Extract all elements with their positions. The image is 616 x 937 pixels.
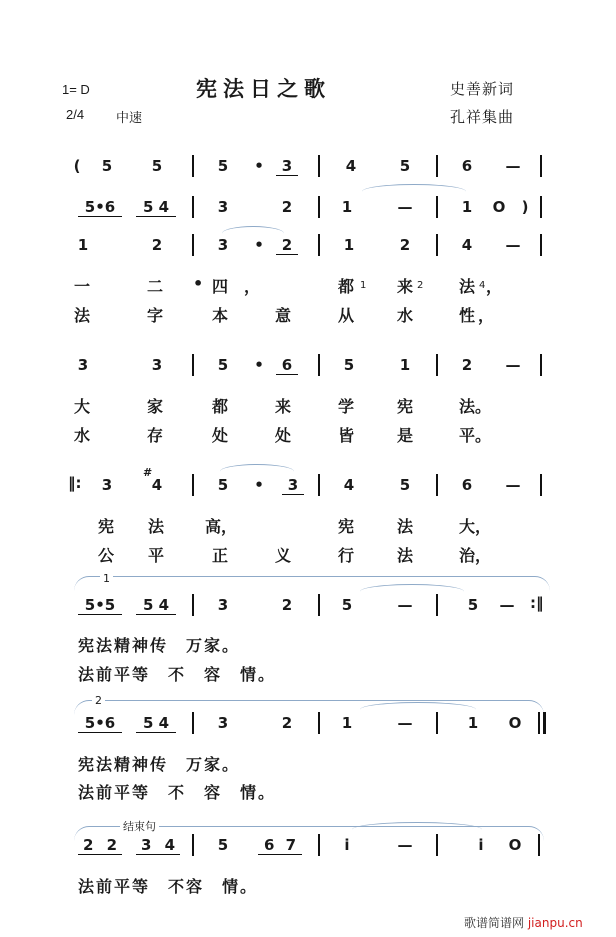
barline [540,354,542,376]
note: 2 [461,356,473,374]
watermark-url: jianpu.cn [527,916,583,930]
barline [318,712,320,734]
dash: — [397,596,413,614]
barline [192,834,194,856]
barline [318,234,320,256]
dash: — [499,596,515,614]
lyric: 是 [397,426,414,445]
watermark-text: 歌谱简谱网 [464,916,525,930]
rest: O [508,836,522,854]
barline [318,594,320,616]
lyric: 大 [74,397,91,416]
note: 5 [217,157,229,175]
repeat-start: ‖: [68,474,82,492]
note: 2 [281,198,293,216]
note: 1 [341,198,353,216]
lyric: 处 [275,426,292,445]
note-group: 5•5 [78,596,122,615]
open-paren: ( [73,157,81,175]
lyric: 家 [147,397,164,416]
note: 3 [101,476,113,494]
lyric: 法。 [459,397,492,416]
lyric: 处 [212,426,229,445]
note: 1 [77,236,89,254]
note: 3 [282,476,304,495]
note: 4 [151,476,163,494]
note: 4 [343,476,355,494]
lyric: ， [486,277,503,296]
lyric: 本 [212,306,229,325]
lyric: 平。 [459,426,492,445]
lyric: 从 [338,306,355,325]
lyric: 皆 [338,426,355,445]
lyric-line: 宪法精神传 万家。 [78,636,241,655]
tempo-marking: 中速 [116,110,143,125]
note: 5 [151,157,163,175]
note: 5 [217,356,229,374]
sharp-sign: # [143,466,153,479]
tie-arc [360,702,476,717]
note: 1 [343,236,355,254]
barline [436,196,438,218]
note: 3 [217,596,229,614]
lyricist-credit: 史善新词 [450,80,515,98]
note: 3 [217,714,229,732]
lyric: 大， [459,517,492,536]
note: 5 [217,476,229,494]
note: 2 [281,714,293,732]
dot: • [254,236,264,254]
lyric-subscript: 4 [479,280,486,291]
note: 4 [461,236,473,254]
barline [192,354,194,376]
watermark [464,914,583,931]
lyric: 宪 [98,517,115,536]
lyric: 公 [98,546,115,565]
note: 5 [101,157,113,175]
barline [540,155,542,177]
lyric: 一 [74,277,91,296]
barline [436,712,438,734]
lyric: 都 [212,397,229,416]
lyric: 义 [275,546,292,565]
lyric: 正 [212,546,229,565]
note: 2 [281,596,293,614]
lyric: 法 [397,546,414,565]
barline [318,155,320,177]
note-high: i [478,836,484,854]
lyric: • [193,274,204,293]
lyric: ， [478,306,495,325]
lyric: 宪 [338,517,355,536]
lyric: 法 [74,306,91,325]
barline [318,834,320,856]
note: 5 [343,356,355,374]
note: 1 [399,356,411,374]
lyric: 行 [338,546,355,565]
barline [540,234,542,256]
lyric-line: 法前平等 不 容 情。 [78,665,277,684]
lyric: 来 [397,277,414,296]
dash: — [397,836,413,854]
note: 1 [341,714,353,732]
note: 3 [151,356,163,374]
lyric-line: 法前平等 不容 情。 [78,877,259,896]
note: 6 [276,356,298,375]
lyric: 宪 [397,397,414,416]
note-group: 5 4 [136,714,176,733]
note: 2 [399,236,411,254]
lyric: 治， [459,546,492,565]
note: 3 [217,236,229,254]
key-signature: 1= D [62,82,90,97]
lyric: ， [244,277,261,296]
dash: — [397,198,413,216]
lyric: 性 [459,306,476,325]
barline [192,594,194,616]
lyric-line: 宪法精神传 万家。 [78,755,241,774]
dot: • [254,476,264,494]
dot: • [254,157,264,175]
lyric: 水 [74,426,91,445]
lyric: 法 [148,517,165,536]
time-signature: 2/4 [66,107,85,122]
ending-label: 结束句 [120,818,159,834]
barline [436,834,438,856]
lyric: 法 [397,517,414,536]
lyric: 学 [338,397,355,416]
barline [192,474,194,496]
dash: — [505,236,521,254]
note: 4 [345,157,357,175]
barline [436,155,438,177]
lyric: 存 [147,426,164,445]
lyric-subscript: 2 [417,280,424,291]
final-barline-thick [543,712,546,734]
close-paren: ) [521,198,529,216]
dash: — [505,356,521,374]
lyric: 都 [338,277,355,296]
tie-arc [362,184,466,199]
barline [318,354,320,376]
lyric: 高， [205,517,238,536]
barline [192,234,194,256]
note: 5 [399,476,411,494]
composer-credit: 孔祥集曲 [450,108,515,126]
lyric: 二 [147,277,164,296]
dash: — [505,476,521,494]
note: 5 [467,596,479,614]
barline [540,474,542,496]
volta-bracket-1 [74,576,550,591]
note: 3 [77,356,89,374]
lyric: 意 [275,306,292,325]
barline [436,234,438,256]
barline [540,196,542,218]
barline [538,834,540,856]
volta-label: 2 [92,694,105,707]
barline [436,354,438,376]
song-title: 宪法日之歌 [196,77,331,101]
note-group: 2 2 [78,836,122,855]
note: 6 [461,157,473,175]
barline [436,594,438,616]
note: 5 [399,157,411,175]
note: 1 [461,198,473,216]
barline [436,474,438,496]
lyric-line: 法前平等 不 容 情。 [78,783,277,802]
volta-label: 1 [100,572,113,585]
lyric-subscript: 1 [360,280,367,291]
note-group: 5•6 [78,714,122,733]
note: 1 [467,714,479,732]
note-group: 5 4 [136,198,176,217]
rest: O [492,198,506,216]
dash: — [397,714,413,732]
rest: O [508,714,522,732]
note-group: 5 4 [136,596,176,615]
tie-arc [352,822,482,837]
note-group: 3 4 [136,836,180,855]
barline [318,196,320,218]
note-high: i [344,836,350,854]
lyric: 来 [275,397,292,416]
lyric: 平 [148,546,165,565]
lyric: 字 [147,306,164,325]
note: 5 [217,836,229,854]
lyric: 法 [459,277,476,296]
barline [192,712,194,734]
dash: — [505,157,521,175]
note-group: 6 7 [258,836,302,855]
note: 2 [276,236,298,255]
note: 3 [217,198,229,216]
barline [192,196,194,218]
note-group: 5•6 [78,198,122,217]
note: 3 [276,157,298,176]
note: 2 [151,236,163,254]
lyric: 四 [212,277,229,296]
dot: • [254,356,264,374]
lyric: 水 [397,306,414,325]
barline [318,474,320,496]
barline [192,155,194,177]
note: 6 [461,476,473,494]
repeat-end: :‖ [530,594,544,612]
note: 5 [341,596,353,614]
final-barline-thin [538,712,540,734]
